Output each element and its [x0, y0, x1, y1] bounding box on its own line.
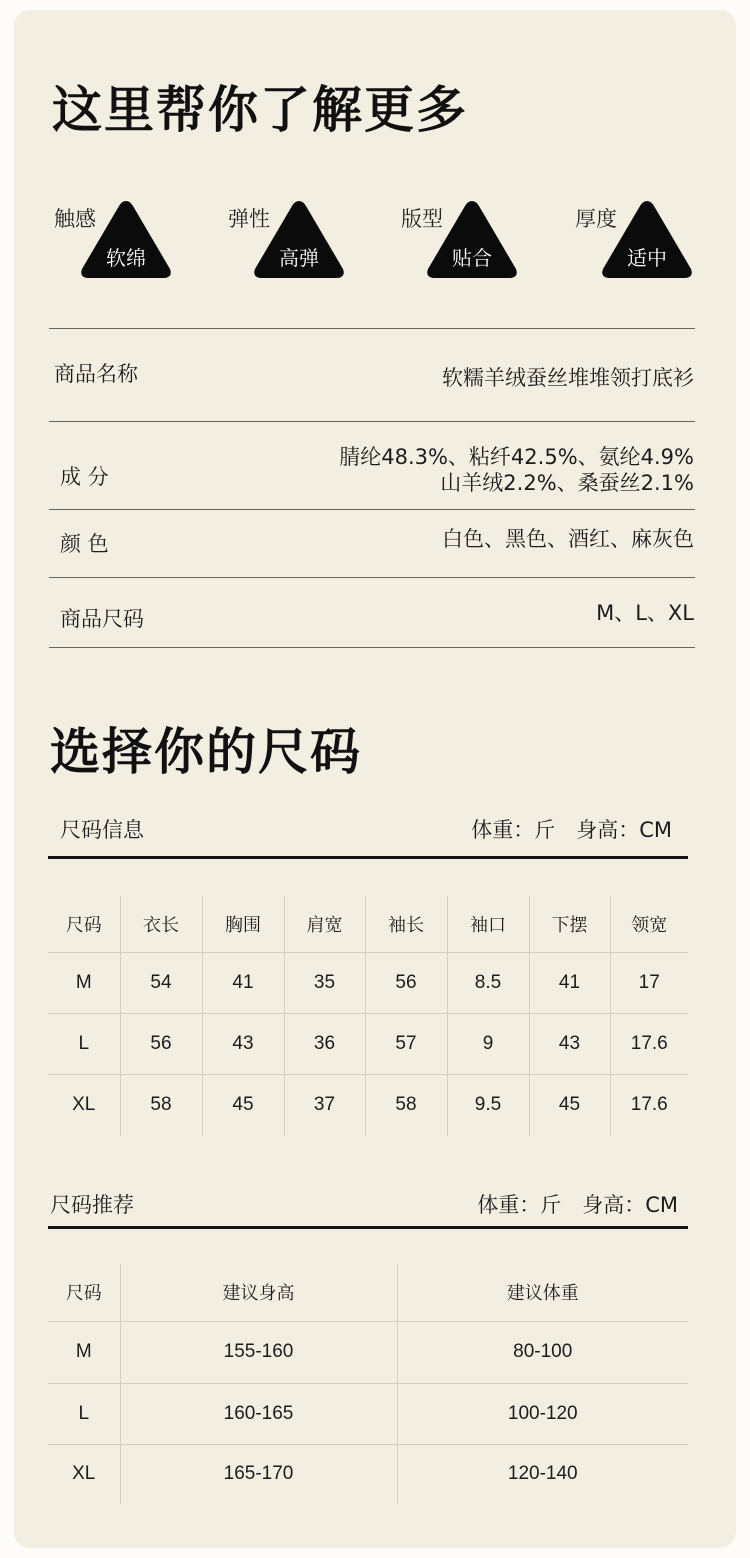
attribute-label: 触感 [54, 207, 96, 231]
divider [49, 328, 695, 329]
header-cell: 衣长 [120, 896, 202, 952]
size-label: 商品尺码 [60, 607, 144, 631]
table-row [48, 1074, 688, 1136]
table-row [48, 1321, 688, 1383]
table-cell: 120-140 [397, 1444, 688, 1504]
header-cell: 肩宽 [284, 896, 365, 952]
triangle-badge-icon [599, 197, 695, 283]
table-cell: M [48, 952, 120, 1013]
attribute-label: 弹性 [228, 207, 270, 231]
divider [49, 577, 695, 578]
table-cell: 9 [447, 1013, 529, 1074]
table-row [48, 952, 688, 1013]
table-cell: L [48, 1383, 120, 1444]
table-cell: XL [48, 1074, 120, 1136]
header-cell: 尺码 [65, 914, 102, 936]
table-header-row [48, 1264, 688, 1321]
table-cell: 155-160 [120, 1321, 397, 1383]
size-rec-table [48, 1264, 688, 1504]
table-cell: 56 [365, 952, 447, 1013]
table-cell: 17.6 [610, 1013, 688, 1074]
attribute-label: 版型 [401, 207, 443, 231]
attribute-label: 厚度 [575, 207, 617, 231]
header-cell: 建议体重 [397, 1264, 688, 1321]
table-cell: 100-120 [397, 1383, 688, 1444]
section-title-choose-size: 选择你的尺码 [50, 723, 362, 781]
color-value: 白色、黑色、酒红、麻灰色 [442, 527, 694, 551]
size-info-units: 体重：斤 身高：CM [471, 818, 672, 842]
table-cell: 80-100 [397, 1321, 688, 1383]
table-cell: 57 [365, 1013, 447, 1074]
size-rec-title: 尺码推荐 [50, 1193, 134, 1217]
table-cell: 43 [202, 1013, 284, 1074]
size-rec-units: 体重：斤 身高：CM [477, 1193, 678, 1217]
table-row [48, 1013, 688, 1074]
attribute-value: 软绵 [106, 246, 146, 270]
color-label: 颜 色 [60, 532, 109, 556]
table-cell: 35 [284, 952, 365, 1013]
divider [49, 421, 695, 422]
table-cell: 45 [202, 1074, 284, 1136]
table-cell: 54 [120, 952, 202, 1013]
header-cell: 袖口 [447, 896, 529, 952]
size-value: M、L、XL [596, 601, 694, 625]
table-row [48, 1444, 688, 1504]
triangle-badge-icon [78, 197, 174, 283]
size-info-rule [48, 856, 688, 859]
header-cell: 建议身高 [120, 1264, 397, 1321]
header-cell: 尺码 [65, 1283, 102, 1305]
table-cell: 17 [610, 952, 688, 1013]
table-cell: 8.5 [447, 952, 529, 1013]
composition-value [339, 444, 694, 496]
header-cell: 袖长 [365, 896, 447, 952]
table-cell: 58 [365, 1074, 447, 1136]
table-cell: 17.6 [610, 1074, 688, 1136]
size-rec-rule [48, 1226, 688, 1229]
composition-label: 成 分 [60, 465, 109, 489]
table-cell: 43 [529, 1013, 610, 1074]
header-cell: 领宽 [610, 896, 688, 952]
header-cell: 下摆 [529, 896, 610, 952]
table-cell: 9.5 [447, 1074, 529, 1136]
table-cell: 58 [120, 1074, 202, 1136]
attribute-value: 高弹 [279, 246, 319, 270]
table-cell: M [48, 1321, 120, 1383]
triangle-badge-icon [424, 197, 520, 283]
table-cell: 56 [120, 1013, 202, 1074]
table-cell: 160-165 [120, 1383, 397, 1444]
product-name-value: 软糯羊绒蚕丝堆堆领打底衫 [442, 366, 694, 390]
divider [49, 509, 695, 510]
size-info-title: 尺码信息 [60, 818, 144, 842]
table-cell: 41 [529, 952, 610, 1013]
header-cell: 胸围 [202, 896, 284, 952]
section-title-learn-more: 这里帮你了解更多 [52, 81, 468, 139]
attribute-value: 贴合 [452, 246, 492, 270]
triangle-badge-icon [251, 197, 347, 283]
divider [49, 647, 695, 648]
composition-line: 山羊绒2.2%、桑蚕丝2.1% [440, 471, 694, 495]
table-cell: 36 [284, 1013, 365, 1074]
product-name-label: 商品名称 [54, 362, 138, 386]
table-cell: XL [48, 1444, 120, 1504]
size-info-table [48, 896, 688, 1136]
table-header-row [48, 896, 688, 952]
table-cell: 37 [284, 1074, 365, 1136]
composition-line: 腈纶48.3%、粘纤42.5%、氨纶4.9% [339, 445, 694, 469]
table-cell: 165-170 [120, 1444, 397, 1504]
table-cell: 41 [202, 952, 284, 1013]
attribute-value: 适中 [627, 246, 667, 270]
table-cell: 45 [529, 1074, 610, 1136]
table-row [48, 1383, 688, 1444]
table-cell: L [48, 1013, 120, 1074]
